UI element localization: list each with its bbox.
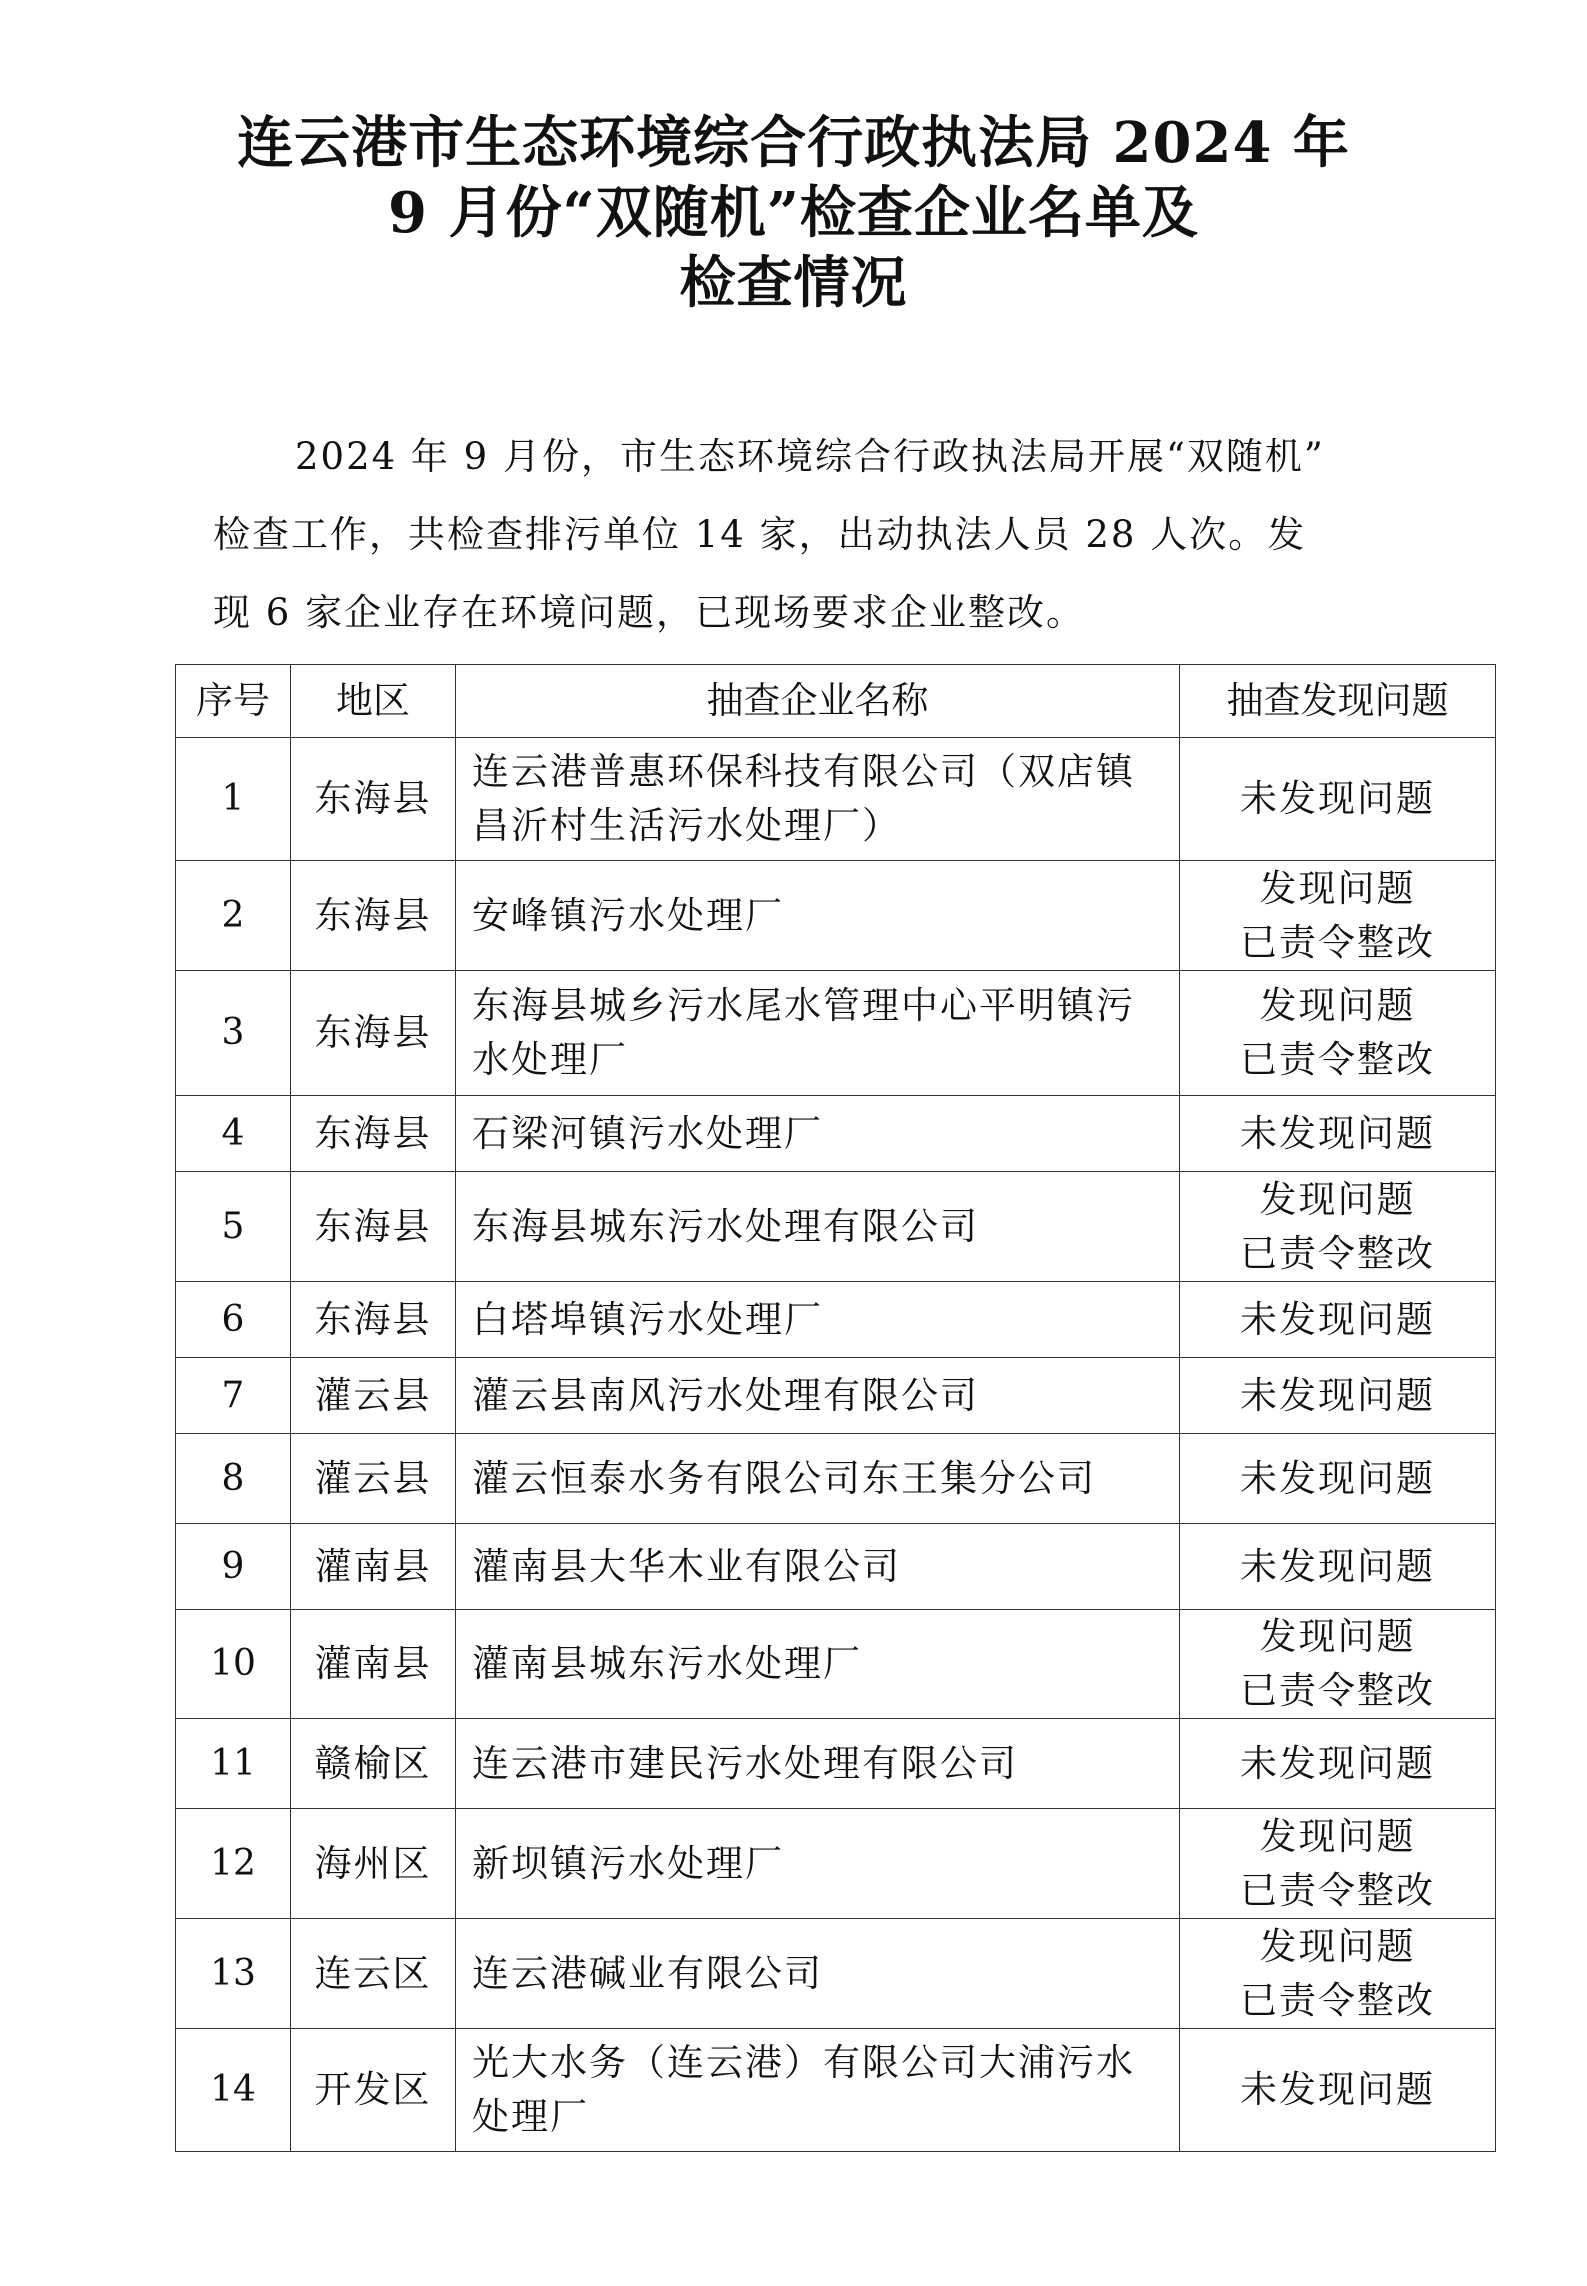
cell-region: 东海县 [291, 1096, 456, 1172]
result-line-1: 发现问题 [1259, 1924, 1416, 1968]
intro-line-3: 现 6 家企业存在环境问题，已现场要求企业整改。 [213, 591, 1086, 634]
result-line-1: 发现问题 [1259, 866, 1416, 910]
cell-result [1180, 1610, 1496, 1719]
cell-seq: 3 [176, 971, 291, 1096]
cell-result [1180, 861, 1496, 971]
inspection-table [175, 664, 1496, 2152]
table-row [176, 1358, 1496, 1434]
intro-line-2: 检查工作，共检查排污单位 14 家，出动执法人员 28 人次。发 [213, 513, 1307, 556]
cell-region: 东海县 [291, 1172, 456, 1282]
title-line-3: 检查情况 [679, 250, 908, 316]
result-line-2: 已责令整改 [1240, 1038, 1435, 1081]
cell-region: 开发区 [291, 2029, 456, 2152]
cell-seq: 10 [176, 1610, 291, 1719]
table-row [176, 1719, 1496, 1809]
cell-seq: 7 [176, 1358, 291, 1434]
result-line-2: 已责令整改 [1240, 1669, 1435, 1712]
cell-result [1180, 2029, 1496, 2152]
intro-line-1: 2024 年 9 月份，市生态环境综合行政执法局开展“双随机” [295, 435, 1325, 478]
header-region: 地区 [291, 665, 456, 738]
cell-seq: 6 [176, 1282, 291, 1358]
cell-seq: 5 [176, 1172, 291, 1282]
table-row [176, 1524, 1496, 1610]
table-row [176, 1096, 1496, 1172]
result-line-2: 已责令整改 [1240, 1868, 1435, 1912]
result-line-1: 未发现问题 [1240, 1544, 1435, 1588]
cell-company: 白塔埠镇污水处理厂 [456, 1282, 1180, 1358]
cell-seq: 4 [176, 1096, 291, 1172]
table-row [176, 1919, 1496, 2029]
cell-region: 连云区 [291, 1919, 456, 2029]
cell-seq: 14 [176, 2029, 291, 2152]
result-line-1: 未发现问题 [1240, 777, 1435, 820]
result-line-2: 已责令整改 [1240, 920, 1435, 964]
title-line-1: 连云港市生态环境综合行政执法局 2024 年 [237, 110, 1350, 176]
result-line-1: 发现问题 [1259, 984, 1416, 1027]
cell-result [1180, 971, 1496, 1096]
cell-company: 光大水务（连云港）有限公司大浦污水处理厂 [456, 2029, 1180, 2152]
cell-seq: 9 [176, 1524, 291, 1610]
cell-company: 灌南县城东污水处理厂 [456, 1610, 1180, 1719]
cell-region: 东海县 [291, 738, 456, 861]
cell-result [1180, 1719, 1496, 1809]
cell-company: 连云港市建民污水处理有限公司 [456, 1719, 1180, 1809]
cell-seq: 11 [176, 1719, 291, 1809]
header-result: 抽查发现问题 [1180, 665, 1496, 738]
result-line-1: 未发现问题 [1240, 1111, 1435, 1155]
cell-company: 连云港普惠环保科技有限公司（双店镇昌沂村生活污水处理厂） [456, 738, 1180, 861]
cell-company: 安峰镇污水处理厂 [456, 861, 1180, 971]
table-row [176, 1282, 1496, 1358]
table-row [176, 2029, 1496, 2152]
header-company: 抽查企业名称 [456, 665, 1180, 738]
cell-company: 连云港碱业有限公司 [456, 1919, 1180, 2029]
document-title [0, 108, 1587, 318]
cell-result [1180, 1524, 1496, 1610]
table-row [176, 1809, 1496, 1919]
cell-result [1180, 1809, 1496, 1919]
cell-region: 海州区 [291, 1809, 456, 1919]
cell-company: 灌云县南风污水处理有限公司 [456, 1358, 1180, 1434]
result-line-1: 未发现问题 [1240, 1373, 1435, 1417]
cell-seq: 12 [176, 1809, 291, 1919]
cell-company: 新坝镇污水处理厂 [456, 1809, 1180, 1919]
cell-result [1180, 1434, 1496, 1524]
cell-region: 灌云县 [291, 1434, 456, 1524]
cell-region: 灌南县 [291, 1524, 456, 1610]
header-seq: 序号 [176, 665, 291, 738]
title-line-2: 9 月份“双随机”检查企业名单及 [388, 180, 1199, 246]
result-line-1: 发现问题 [1259, 1177, 1416, 1221]
result-line-1: 未发现问题 [1240, 1741, 1435, 1785]
cell-seq: 1 [176, 738, 291, 861]
table-body [176, 738, 1496, 2152]
cell-seq: 13 [176, 1919, 291, 2029]
result-line-1: 发现问题 [1259, 1814, 1416, 1858]
table-row [176, 861, 1496, 971]
cell-company: 灌云恒泰水务有限公司东王集分公司 [456, 1434, 1180, 1524]
cell-result [1180, 1919, 1496, 2029]
cell-seq: 2 [176, 861, 291, 971]
result-line-1: 未发现问题 [1240, 1297, 1435, 1341]
result-line-1: 发现问题 [1259, 1615, 1416, 1658]
cell-result [1180, 738, 1496, 861]
cell-result [1180, 1172, 1496, 1282]
cell-region: 赣榆区 [291, 1719, 456, 1809]
result-line-2: 已责令整改 [1240, 1978, 1435, 2022]
table-row [176, 1610, 1496, 1719]
cell-region: 东海县 [291, 861, 456, 971]
cell-result [1180, 1282, 1496, 1358]
cell-region: 东海县 [291, 971, 456, 1096]
cell-company: 灌南县大华木业有限公司 [456, 1524, 1180, 1610]
table-row [176, 971, 1496, 1096]
cell-company: 东海县城东污水处理有限公司 [456, 1172, 1180, 1282]
result-line-1: 未发现问题 [1240, 2068, 1435, 2111]
cell-region: 东海县 [291, 1282, 456, 1358]
result-line-2: 已责令整改 [1240, 1231, 1435, 1275]
cell-result [1180, 1358, 1496, 1434]
cell-company: 东海县城乡污水尾水管理中心平明镇污水处理厂 [456, 971, 1180, 1096]
cell-seq: 8 [176, 1434, 291, 1524]
intro-paragraph [213, 418, 1413, 652]
cell-region: 灌云县 [291, 1358, 456, 1434]
cell-result [1180, 1096, 1496, 1172]
table-row [176, 1172, 1496, 1282]
cell-company: 石梁河镇污水处理厂 [456, 1096, 1180, 1172]
table-header-row [176, 665, 1496, 738]
cell-region: 灌南县 [291, 1610, 456, 1719]
table-row [176, 1434, 1496, 1524]
result-line-1: 未发现问题 [1240, 1456, 1435, 1500]
table-row [176, 738, 1496, 861]
